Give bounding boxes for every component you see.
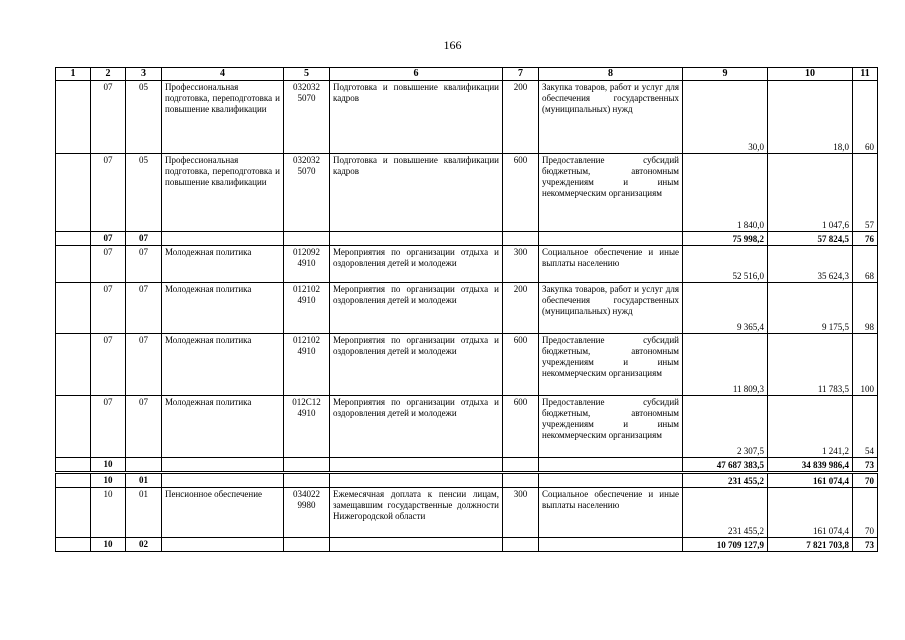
- expense-type-name: Предоставление субсидий бюджетным, автономным учреждениям и иным некоммерческим организациям: [539, 154, 683, 232]
- executed-amount: 161 074,4: [768, 488, 853, 538]
- target-article: [284, 334, 330, 396]
- execution-percent: 70: [853, 473, 878, 488]
- subsection-name: Профессиональная подготовка, переподготовка и повышение квалификации: [162, 154, 284, 232]
- subsection-name: Профессиональная подготовка, переподготовка и повышение квалификации: [162, 81, 284, 154]
- header-row: [56, 68, 878, 81]
- section-code: 07: [91, 232, 126, 246]
- header-cell: 4: [162, 68, 284, 81]
- header-cell: 9: [683, 68, 768, 81]
- subsection-name: Молодежная политика: [162, 396, 284, 458]
- executed-amount: 34 839 986,4: [768, 458, 853, 473]
- subtotal-row: [56, 538, 878, 552]
- article-name: Мероприятия по организации отдыха и оздоровления детей и молодежи: [330, 396, 503, 458]
- section-code: 07: [91, 396, 126, 458]
- expense-type-code: 600: [503, 334, 539, 396]
- expense-type-code: 600: [503, 396, 539, 458]
- planned-amount: 9 365,4: [683, 283, 768, 334]
- article-name: Мероприятия по организации отдыха и оздоровления детей и молодежи: [330, 283, 503, 334]
- table-row: [56, 334, 878, 396]
- expense-type-code: 200: [503, 283, 539, 334]
- table-row: [56, 81, 878, 154]
- execution-percent: 76: [853, 232, 878, 246]
- target-article-part: 4910: [297, 295, 316, 305]
- execution-percent: 54: [853, 396, 878, 458]
- execution-percent: 70: [853, 488, 878, 538]
- subsection-code: 02: [126, 538, 162, 552]
- planned-amount: 2 307,5: [683, 396, 768, 458]
- target-article-part: 9980: [297, 500, 316, 510]
- target-article-part: 4910: [297, 346, 316, 356]
- header-cell: 10: [768, 68, 853, 81]
- header-cell: 1: [56, 68, 91, 81]
- section-code: 10: [91, 458, 126, 473]
- section-code: 07: [91, 283, 126, 334]
- target-article: [284, 246, 330, 283]
- subsection-code: 05: [126, 154, 162, 232]
- expense-type-name: Закупка товаров, работ и услуг для обеспечения государственных (муниципальных) нужд: [539, 81, 683, 154]
- subsection-code: 01: [126, 488, 162, 538]
- executed-amount: 1 047,6: [768, 154, 853, 232]
- target-article-part: 4910: [297, 408, 316, 418]
- planned-amount: 231 455,2: [683, 488, 768, 538]
- planned-amount: 30,0: [683, 81, 768, 154]
- target-article: [284, 488, 330, 538]
- expense-type-name: Предоставление субсидий бюджетным, автономным учреждениям и иным некоммерческим организациям: [539, 396, 683, 458]
- article-name: Подготовка и повышение квалификации кадров: [330, 154, 503, 232]
- execution-percent: 60: [853, 81, 878, 154]
- header-cell: 6: [330, 68, 503, 81]
- page-number: 166: [443, 38, 462, 52]
- executed-amount: 57 824,5: [768, 232, 853, 246]
- header-cell: 11: [853, 68, 878, 81]
- target-article: [284, 154, 330, 232]
- executed-amount: 35 624,3: [768, 246, 853, 283]
- subsection-code: 07: [126, 334, 162, 396]
- target-article-part: 4910: [297, 258, 316, 268]
- target-article-part: 032032: [293, 155, 320, 165]
- subsection-code: 05: [126, 81, 162, 154]
- execution-percent: 57: [853, 154, 878, 232]
- subsection-code: 07: [126, 396, 162, 458]
- table-row: [56, 246, 878, 283]
- target-article-part: 012092: [293, 247, 320, 257]
- subsection-code: 07: [126, 246, 162, 283]
- planned-amount: 11 809,3: [683, 334, 768, 396]
- executed-amount: 7 821 703,8: [768, 538, 853, 552]
- planned-amount: 10 709 127,9: [683, 538, 768, 552]
- table-row: [56, 283, 878, 334]
- article-name: Мероприятия по организации отдыха и оздоровления детей и молодежи: [330, 246, 503, 283]
- header-cell: 3: [126, 68, 162, 81]
- subsection-name: Молодежная политика: [162, 246, 284, 283]
- expense-type-name: Предоставление субсидий бюджетным, автономным учреждениям и иным некоммерческим организациям: [539, 334, 683, 396]
- planned-amount: 231 455,2: [683, 473, 768, 488]
- execution-percent: 68: [853, 246, 878, 283]
- execution-percent: 98: [853, 283, 878, 334]
- subtotal-row: [56, 232, 878, 246]
- table-row: [56, 488, 878, 538]
- expense-type-code: 300: [503, 488, 539, 538]
- target-article-part: 012102: [293, 284, 320, 294]
- subsection-code: 01: [126, 473, 162, 488]
- subsection-code: [126, 458, 162, 473]
- planned-amount: 1 840,0: [683, 154, 768, 232]
- header-cell: 5: [284, 68, 330, 81]
- target-article-part: 5070: [297, 166, 316, 176]
- target-article: [284, 396, 330, 458]
- section-code: 07: [91, 246, 126, 283]
- executed-amount: 18,0: [768, 81, 853, 154]
- expense-type-code: 600: [503, 154, 539, 232]
- subtotal-row: [56, 458, 878, 473]
- section-code: 10: [91, 473, 126, 488]
- table-row: [56, 396, 878, 458]
- section-code: 07: [91, 334, 126, 396]
- target-article-part: 032032: [293, 82, 320, 92]
- executed-amount: 1 241,2: [768, 396, 853, 458]
- planned-amount: 75 998,2: [683, 232, 768, 246]
- section-code: 07: [91, 154, 126, 232]
- planned-amount: 47 687 383,5: [683, 458, 768, 473]
- planned-amount: 52 516,0: [683, 246, 768, 283]
- section-code: 10: [91, 538, 126, 552]
- table-row: [56, 154, 878, 232]
- execution-percent: 73: [853, 538, 878, 552]
- execution-percent: 73: [853, 458, 878, 473]
- executed-amount: 161 074,4: [768, 473, 853, 488]
- target-article-part: 012C12: [292, 397, 321, 407]
- subsection-name: Молодежная политика: [162, 334, 284, 396]
- subtotal-row: [56, 473, 878, 488]
- budget-table: [55, 67, 878, 552]
- target-article: [284, 81, 330, 154]
- expense-type-code: 300: [503, 246, 539, 283]
- header-cell: 8: [539, 68, 683, 81]
- target-article: [284, 283, 330, 334]
- subsection-code: 07: [126, 283, 162, 334]
- article-name: Подготовка и повышение квалификации кадров: [330, 81, 503, 154]
- subsection-code: 07: [126, 232, 162, 246]
- expense-type-name: Закупка товаров, работ и услуг для обеспечения государственных (муниципальных) нужд: [539, 283, 683, 334]
- executed-amount: 11 783,5: [768, 334, 853, 396]
- section-code: 07: [91, 81, 126, 154]
- article-name: Мероприятия по организации отдыха и оздоровления детей и молодежи: [330, 334, 503, 396]
- target-article-part: 034022: [293, 489, 320, 499]
- target-article-part: 012102: [293, 335, 320, 345]
- execution-percent: 100: [853, 334, 878, 396]
- executed-amount: 9 175,5: [768, 283, 853, 334]
- expense-type-name: Социальное обеспечение и иные выплаты населению: [539, 246, 683, 283]
- subsection-name: Пенсионное обеспечение: [162, 488, 284, 538]
- target-article-part: 5070: [297, 93, 316, 103]
- article-name: Ежемесячная доплата к пенсии лицам, замещавшим государственные должности Нижегородской области: [330, 488, 503, 538]
- expense-type-name: Социальное обеспечение и иные выплаты населению: [539, 488, 683, 538]
- subsection-name: Молодежная политика: [162, 283, 284, 334]
- expense-type-code: 200: [503, 81, 539, 154]
- header-cell: 7: [503, 68, 539, 81]
- header-cell: 2: [91, 68, 126, 81]
- section-code: 10: [91, 488, 126, 538]
